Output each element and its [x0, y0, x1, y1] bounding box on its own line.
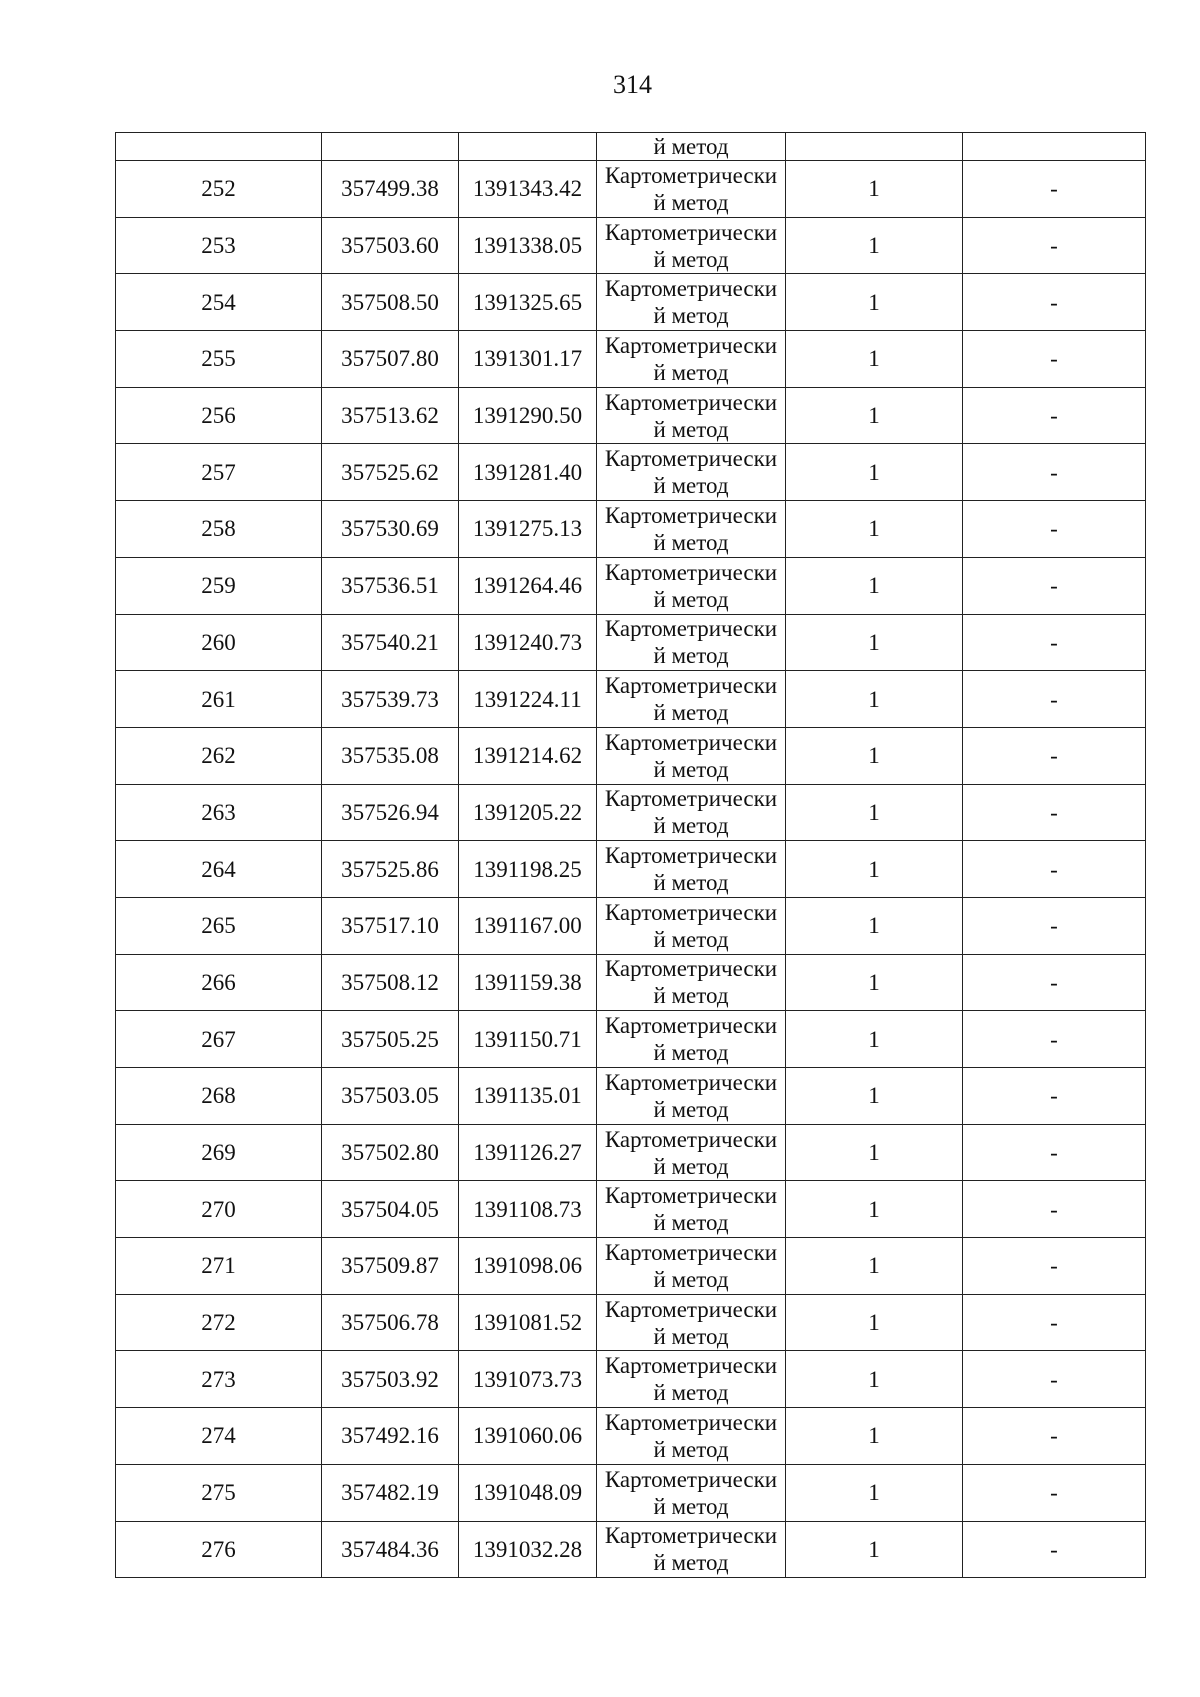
- method-text: Картометрически й метод: [604, 332, 778, 385]
- table-row: [116, 217, 1146, 274]
- cell-number: 263: [116, 784, 322, 841]
- table-row: [116, 1124, 1146, 1181]
- cell-y: 1391264.46: [459, 557, 597, 614]
- cell-method: [597, 557, 786, 614]
- cell-accuracy: 1: [786, 897, 963, 954]
- method-text: Картометрически й метод: [604, 1409, 778, 1462]
- continuation-row: [116, 133, 1146, 161]
- cell-x: 357499.38: [322, 161, 459, 218]
- cell-note: -: [963, 614, 1146, 671]
- cell-accuracy: 1: [786, 727, 963, 784]
- cell-method: [597, 387, 786, 444]
- cell-y: 1391108.73: [459, 1181, 597, 1238]
- cell-method: [597, 1011, 786, 1068]
- cell-x: 357484.36: [322, 1521, 459, 1578]
- cell-x: 357482.19: [322, 1464, 459, 1521]
- method-text: Картометрически й метод: [604, 389, 778, 442]
- cell-note: -: [963, 1181, 1146, 1238]
- table-row: [116, 671, 1146, 728]
- cell-y: 1391126.27: [459, 1124, 597, 1181]
- cell-y: 1391048.09: [459, 1464, 597, 1521]
- cell-y: 1391135.01: [459, 1068, 597, 1125]
- cell-y: 1391343.42: [459, 161, 597, 218]
- cell-accuracy: 1: [786, 1294, 963, 1351]
- cell-accuracy: 1: [786, 387, 963, 444]
- method-text: Картометрически й метод: [604, 162, 778, 215]
- cell-y: 1391159.38: [459, 954, 597, 1011]
- table-row: [116, 784, 1146, 841]
- cell-x: 357513.62: [322, 387, 459, 444]
- method-text: Картометрически й метод: [604, 1466, 778, 1519]
- cell-x: 357507.80: [322, 331, 459, 388]
- cell-x: 357540.21: [322, 614, 459, 671]
- cell-accuracy: 1: [786, 331, 963, 388]
- cell-number: 268: [116, 1068, 322, 1125]
- cell-number: 261: [116, 671, 322, 728]
- cell-x: 357536.51: [322, 557, 459, 614]
- coordinates-table: [115, 132, 1146, 1578]
- cell-accuracy: 1: [786, 1124, 963, 1181]
- table-row: [116, 1408, 1146, 1465]
- cell-note: -: [963, 331, 1146, 388]
- cell-y: 1391032.28: [459, 1521, 597, 1578]
- cell-method: [597, 1351, 786, 1408]
- cell-y: 1391301.17: [459, 331, 597, 388]
- cell-number: 255: [116, 331, 322, 388]
- cell-method: [597, 274, 786, 331]
- cell-accuracy: 1: [786, 161, 963, 218]
- cell-y: 1391224.11: [459, 671, 597, 728]
- table-row: [116, 501, 1146, 558]
- cell-note: -: [963, 161, 1146, 218]
- cell-y: 1391290.50: [459, 387, 597, 444]
- cell-y: 1391081.52: [459, 1294, 597, 1351]
- cell-note: [963, 133, 1146, 161]
- cell-note: -: [963, 1124, 1146, 1181]
- table-row: [116, 727, 1146, 784]
- cell-number: 270: [116, 1181, 322, 1238]
- cell-accuracy: 1: [786, 444, 963, 501]
- cell-number: 274: [116, 1408, 322, 1465]
- cell-note: -: [963, 671, 1146, 728]
- cell-number: 272: [116, 1294, 322, 1351]
- cell-method: й метод: [597, 133, 786, 161]
- cell-number: 264: [116, 841, 322, 898]
- cell-method: [597, 614, 786, 671]
- table-row: [116, 1351, 1146, 1408]
- cell-y: 1391214.62: [459, 727, 597, 784]
- cell-note: -: [963, 1408, 1146, 1465]
- cell-note: -: [963, 444, 1146, 501]
- method-text: Картометрически й метод: [604, 673, 778, 726]
- cell-number: 266: [116, 954, 322, 1011]
- cell-y: [459, 133, 597, 161]
- cell-x: 357539.73: [322, 671, 459, 728]
- cell-x: 357503.60: [322, 217, 459, 274]
- method-text: Картометрически й метод: [604, 1353, 778, 1406]
- cell-number: 269: [116, 1124, 322, 1181]
- cell-method: [597, 331, 786, 388]
- table-row: [116, 274, 1146, 331]
- cell-note: -: [963, 217, 1146, 274]
- cell-number: 252: [116, 161, 322, 218]
- cell-method: [597, 784, 786, 841]
- cell-method: [597, 727, 786, 784]
- method-text: Картометрически й метод: [604, 843, 778, 896]
- cell-accuracy: 1: [786, 1068, 963, 1125]
- cell-method: [597, 161, 786, 218]
- table-row: [116, 1294, 1146, 1351]
- cell-y: 1391325.65: [459, 274, 597, 331]
- cell-x: 357508.50: [322, 274, 459, 331]
- table-row: [116, 1181, 1146, 1238]
- cell-number: 253: [116, 217, 322, 274]
- cell-y: 1391098.06: [459, 1238, 597, 1295]
- cell-x: 357530.69: [322, 501, 459, 558]
- cell-number: [116, 133, 322, 161]
- method-text: Картометрически й метод: [604, 1013, 778, 1066]
- cell-note: -: [963, 954, 1146, 1011]
- cell-y: 1391073.73: [459, 1351, 597, 1408]
- cell-note: -: [963, 1238, 1146, 1295]
- method-text: Картометрически й метод: [604, 729, 778, 782]
- cell-accuracy: 1: [786, 1408, 963, 1465]
- cell-accuracy: 1: [786, 1238, 963, 1295]
- cell-accuracy: 1: [786, 1521, 963, 1578]
- method-text: Картометрически й метод: [604, 502, 778, 555]
- cell-x: 357503.05: [322, 1068, 459, 1125]
- cell-x: 357517.10: [322, 897, 459, 954]
- cell-method: [597, 1238, 786, 1295]
- cell-x: 357508.12: [322, 954, 459, 1011]
- cell-accuracy: 1: [786, 501, 963, 558]
- cell-method: [597, 897, 786, 954]
- cell-method: [597, 1124, 786, 1181]
- method-text: Картометрически й метод: [604, 1523, 778, 1576]
- cell-accuracy: 1: [786, 274, 963, 331]
- table-row: [116, 954, 1146, 1011]
- cell-y: 1391338.05: [459, 217, 597, 274]
- method-text: Картометрически й метод: [604, 899, 778, 952]
- cell-x: 357526.94: [322, 784, 459, 841]
- cell-number: 257: [116, 444, 322, 501]
- cell-accuracy: 1: [786, 1181, 963, 1238]
- cell-number: 273: [116, 1351, 322, 1408]
- cell-note: -: [963, 1351, 1146, 1408]
- cell-accuracy: 1: [786, 784, 963, 841]
- table-row: [116, 557, 1146, 614]
- table-row: [116, 841, 1146, 898]
- cell-number: 259: [116, 557, 322, 614]
- method-text: Картометрически й метод: [604, 1126, 778, 1179]
- method-text: Картометрически й метод: [604, 1239, 778, 1292]
- cell-number: 271: [116, 1238, 322, 1295]
- table-row: [116, 1068, 1146, 1125]
- cell-y: 1391281.40: [459, 444, 597, 501]
- method-text: Картометрически й метод: [604, 446, 778, 499]
- table-row: [116, 331, 1146, 388]
- cell-y: 1391198.25: [459, 841, 597, 898]
- cell-x: 357525.86: [322, 841, 459, 898]
- method-text: Картометрически й метод: [604, 1183, 778, 1236]
- cell-x: 357505.25: [322, 1011, 459, 1068]
- cell-method: [597, 1521, 786, 1578]
- cell-method: [597, 1408, 786, 1465]
- method-text: Картометрически й метод: [604, 1296, 778, 1349]
- cell-y: 1391205.22: [459, 784, 597, 841]
- cell-x: 357503.92: [322, 1351, 459, 1408]
- cell-number: 256: [116, 387, 322, 444]
- cell-note: -: [963, 1294, 1146, 1351]
- cell-note: -: [963, 784, 1146, 841]
- cell-number: 276: [116, 1521, 322, 1578]
- method-text: Картометрически й метод: [604, 559, 778, 612]
- cell-method: [597, 1464, 786, 1521]
- method-text: Картометрически й метод: [604, 219, 778, 272]
- cell-y: 1391240.73: [459, 614, 597, 671]
- method-text: Картометрически й метод: [604, 616, 778, 669]
- cell-x: 357506.78: [322, 1294, 459, 1351]
- cell-note: -: [963, 1464, 1146, 1521]
- cell-accuracy: 1: [786, 1011, 963, 1068]
- method-text: Картометрически й метод: [604, 1069, 778, 1122]
- table-row: [116, 161, 1146, 218]
- table-row: [116, 1464, 1146, 1521]
- cell-number: 267: [116, 1011, 322, 1068]
- cell-note: -: [963, 501, 1146, 558]
- method-text: Картометрически й метод: [604, 786, 778, 839]
- table-row: [116, 614, 1146, 671]
- cell-x: 357525.62: [322, 444, 459, 501]
- cell-note: -: [963, 274, 1146, 331]
- cell-accuracy: 1: [786, 217, 963, 274]
- cell-method: [597, 671, 786, 728]
- cell-accuracy: [786, 133, 963, 161]
- cell-accuracy: 1: [786, 557, 963, 614]
- cell-method: [597, 841, 786, 898]
- table-row: [116, 1521, 1146, 1578]
- cell-accuracy: 1: [786, 841, 963, 898]
- cell-x: 357492.16: [322, 1408, 459, 1465]
- cell-note: -: [963, 1011, 1146, 1068]
- cell-number: 258: [116, 501, 322, 558]
- cell-y: 1391060.06: [459, 1408, 597, 1465]
- cell-number: 265: [116, 897, 322, 954]
- cell-note: -: [963, 1068, 1146, 1125]
- cell-accuracy: 1: [786, 614, 963, 671]
- cell-number: 275: [116, 1464, 322, 1521]
- cell-x: 357535.08: [322, 727, 459, 784]
- cell-method: [597, 954, 786, 1011]
- cell-number: 260: [116, 614, 322, 671]
- table-row: [116, 1011, 1146, 1068]
- cell-x: 357509.87: [322, 1238, 459, 1295]
- cell-note: -: [963, 387, 1146, 444]
- table-row: [116, 444, 1146, 501]
- cell-y: 1391275.13: [459, 501, 597, 558]
- cell-x: 357504.05: [322, 1181, 459, 1238]
- table-row: [116, 897, 1146, 954]
- cell-x: [322, 133, 459, 161]
- cell-note: -: [963, 897, 1146, 954]
- cell-method: [597, 1068, 786, 1125]
- cell-y: 1391150.71: [459, 1011, 597, 1068]
- cell-x: 357502.80: [322, 1124, 459, 1181]
- method-text: Картометрически й метод: [604, 956, 778, 1009]
- cell-number: 262: [116, 727, 322, 784]
- cell-accuracy: 1: [786, 1464, 963, 1521]
- table-row: [116, 387, 1146, 444]
- cell-accuracy: 1: [786, 1351, 963, 1408]
- cell-note: -: [963, 1521, 1146, 1578]
- cell-method: [597, 1294, 786, 1351]
- cell-note: -: [963, 557, 1146, 614]
- cell-accuracy: 1: [786, 954, 963, 1011]
- table-row: [116, 1238, 1146, 1295]
- cell-accuracy: 1: [786, 671, 963, 728]
- cell-method: [597, 1181, 786, 1238]
- page-number: 314: [613, 70, 652, 99]
- method-text: Картометрически й метод: [604, 276, 778, 329]
- cell-method: [597, 444, 786, 501]
- cell-number: 254: [116, 274, 322, 331]
- cell-y: 1391167.00: [459, 897, 597, 954]
- cell-method: [597, 217, 786, 274]
- cell-note: -: [963, 727, 1146, 784]
- cell-note: -: [963, 841, 1146, 898]
- cell-method: [597, 501, 786, 558]
- table-body: [116, 133, 1146, 1578]
